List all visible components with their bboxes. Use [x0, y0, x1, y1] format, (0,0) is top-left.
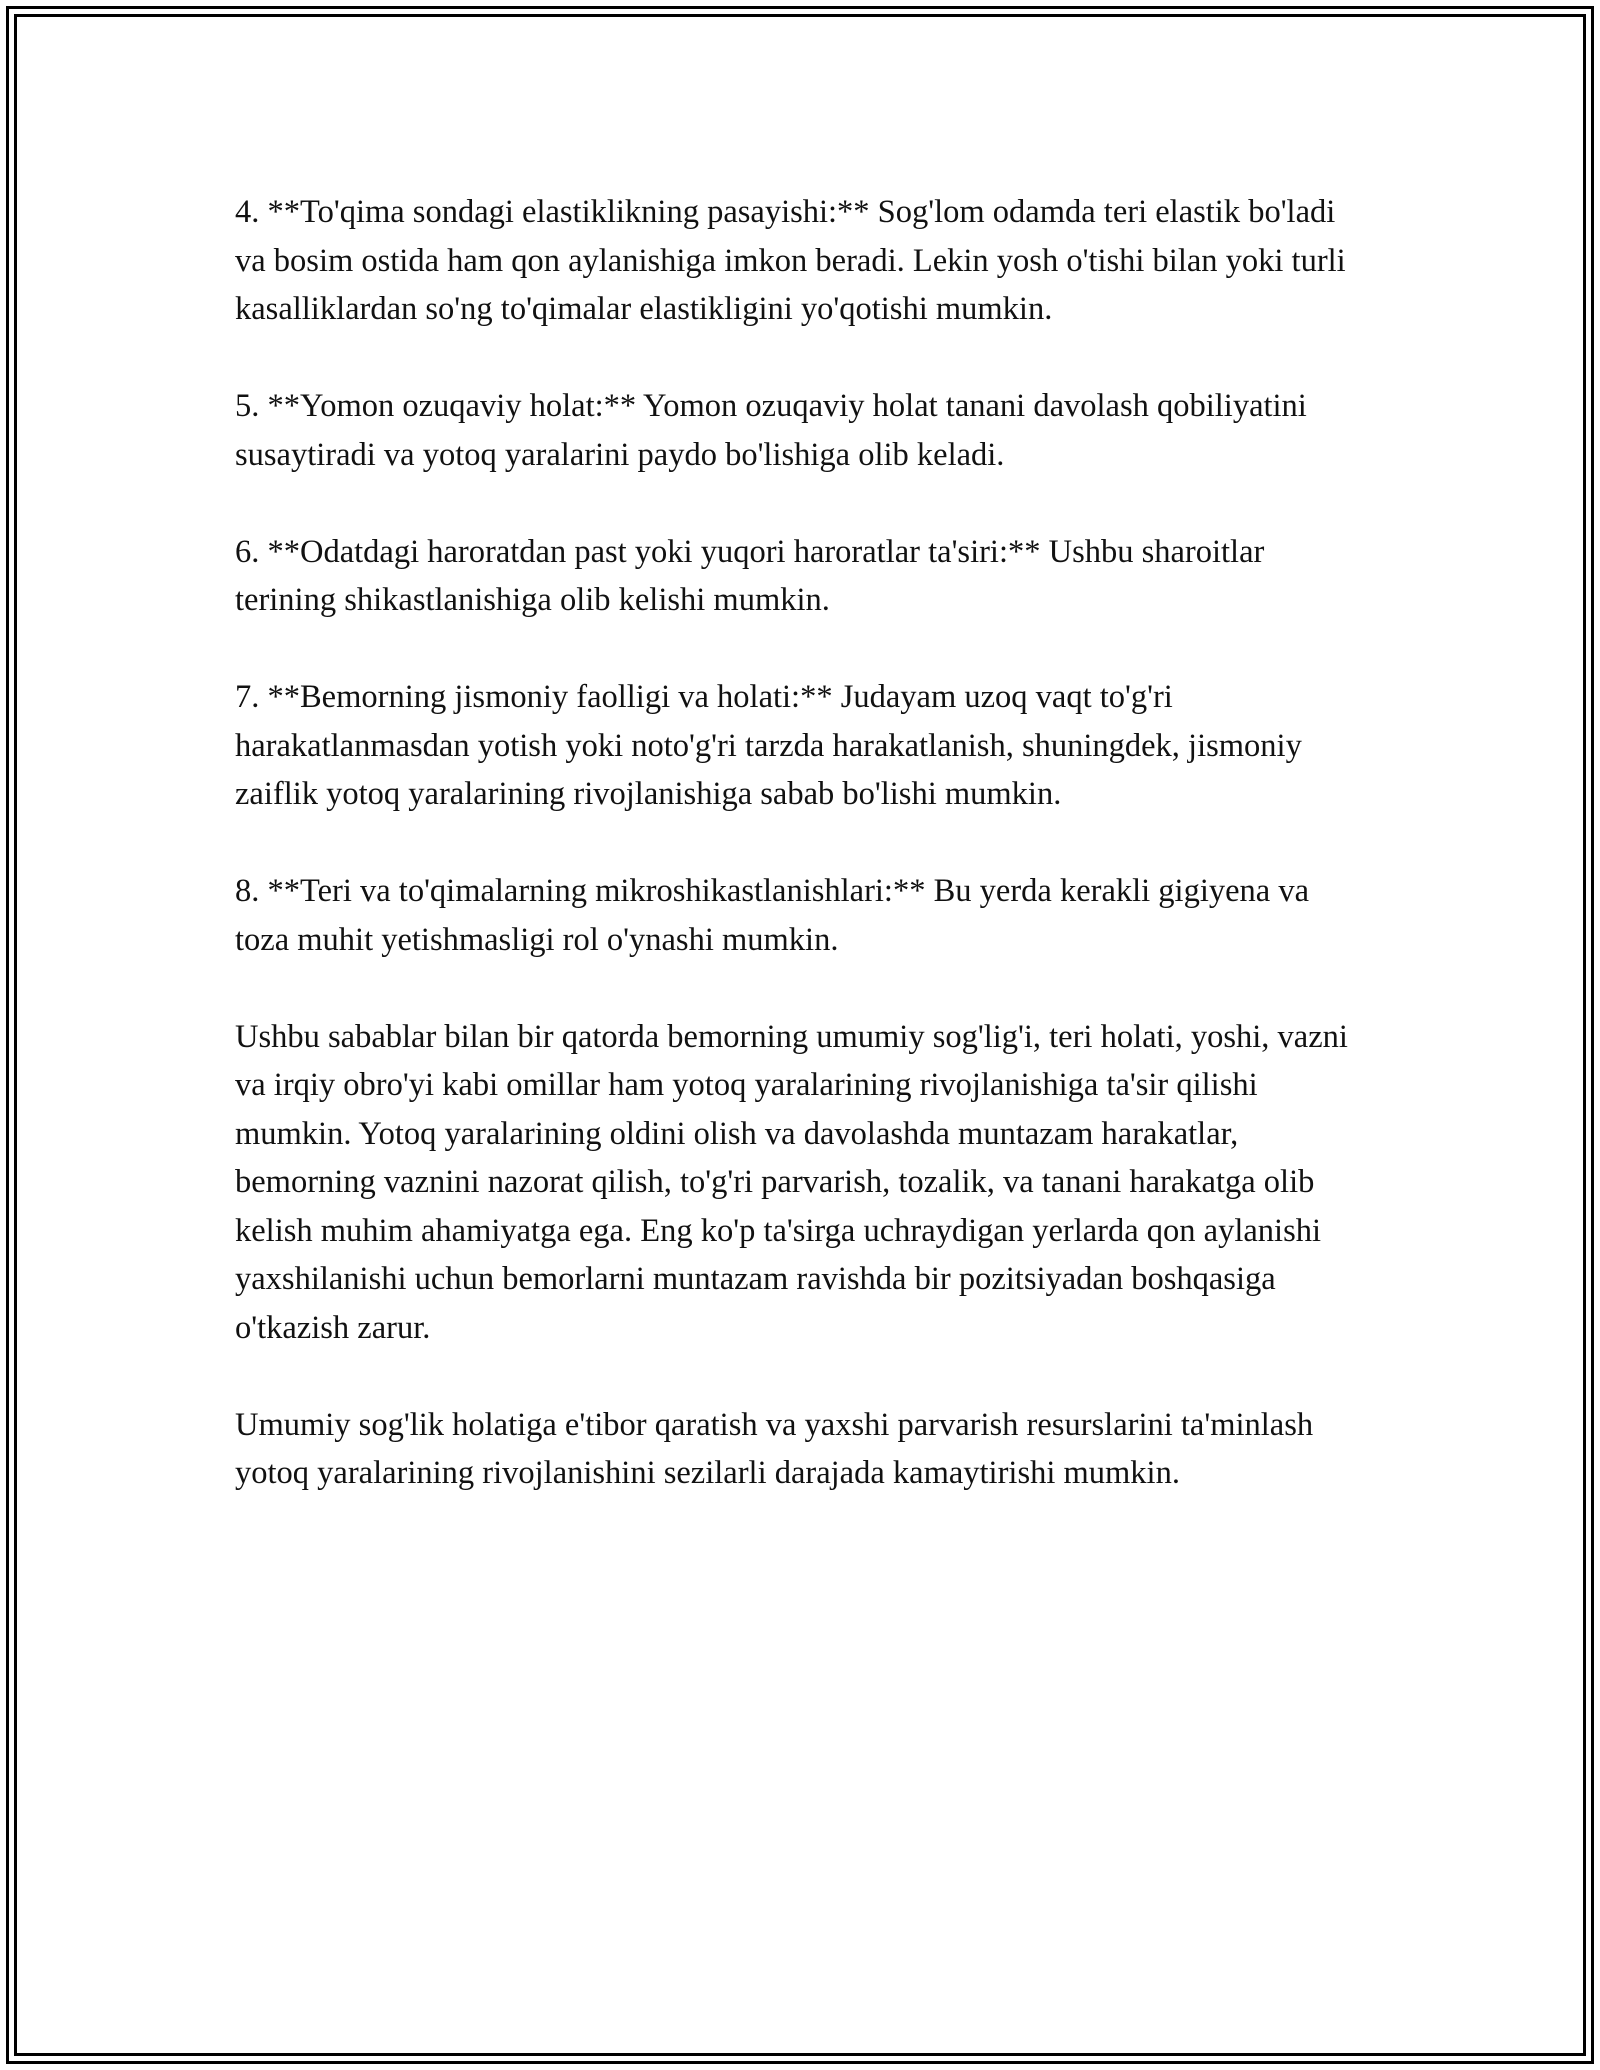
paragraph-item-5: 5. **Yomon ozuqaviy holat:** Yomon ozuqaviy holat tanani davolash qobiliyatini susaytiradi va yotoq yaralarini paydo bo'lishiga olib keladi. — [235, 388, 1307, 473]
paragraph-summary: Ushbu sabablar bilan bir qatorda bemorning umumiy sog'lig'i, teri holati, yoshi, vazni va irqiy obro'yi kabi omillar ham yotoq yaralarining rivojlanishiga ta'sir qilishi mumkin. Yotoq yaralarining oldini olish va davolashda muntazam harakatlar, bemorning vaznini nazorat qilish, to'g'ri parvarish, tozalik, va tanani harakatga olib kelish muhim ahamiyatga ega. Eng ko'p ta'sirga uchraydigan yerlarda qon aylanishi yaxshilanishi uchun bemorlarni muntazam ravishda bir pozitsiyadan boshqasiga o'tkazish zarur. — [235, 1018, 1348, 1346]
paragraph-item-7: 7. **Bemorning jismoniy faolligi va holati:** Judayam uzoq vaqt to'g'ri harakatlanmasdan yotish yoki noto'g'ri tarzda harakatlanish, shuningdek, jismoniy zaiflik yotoq yaralarining rivojlanishiga sabab bo'lishi mumkin. — [235, 679, 1302, 812]
paragraph-item-8: 8. **Teri va to'qimalarning mikroshikastlanishlari:** Bu yerda kerakli gigiyena va toza muhit yetishmasligi rol o'ynashi mumkin. — [235, 873, 1310, 958]
paragraph-item-6: 6. **Odatdagi haroratdan past yoki yuqori haroratlar ta'siri:** Ushbu sharoitlar terining shikastlanishiga olib kelishi mumkin. — [235, 533, 1265, 618]
paragraph-conclusion: Umumiy sog'lik holatiga e'tibor qaratish va yaxshi parvarish resurslarini ta'minlash yotoq yaralarining rivojlanishini sezilarli darajada kamaytirishi mumkin. — [235, 1406, 1314, 1491]
paragraph-item-4: 4. **To'qima sondagi elastiklikning pasayishi:** Sog'lom odamda teri elastik bo'ladi va bosim ostida ham qon aylanishiga imkon beradi. Lekin yosh o'tishi bilan yoki turli kasalliklardan so'ng to'qimalar elastikligini yo'qotishi mumkin. — [235, 194, 1346, 327]
document-body — [235, 188, 1365, 1498]
